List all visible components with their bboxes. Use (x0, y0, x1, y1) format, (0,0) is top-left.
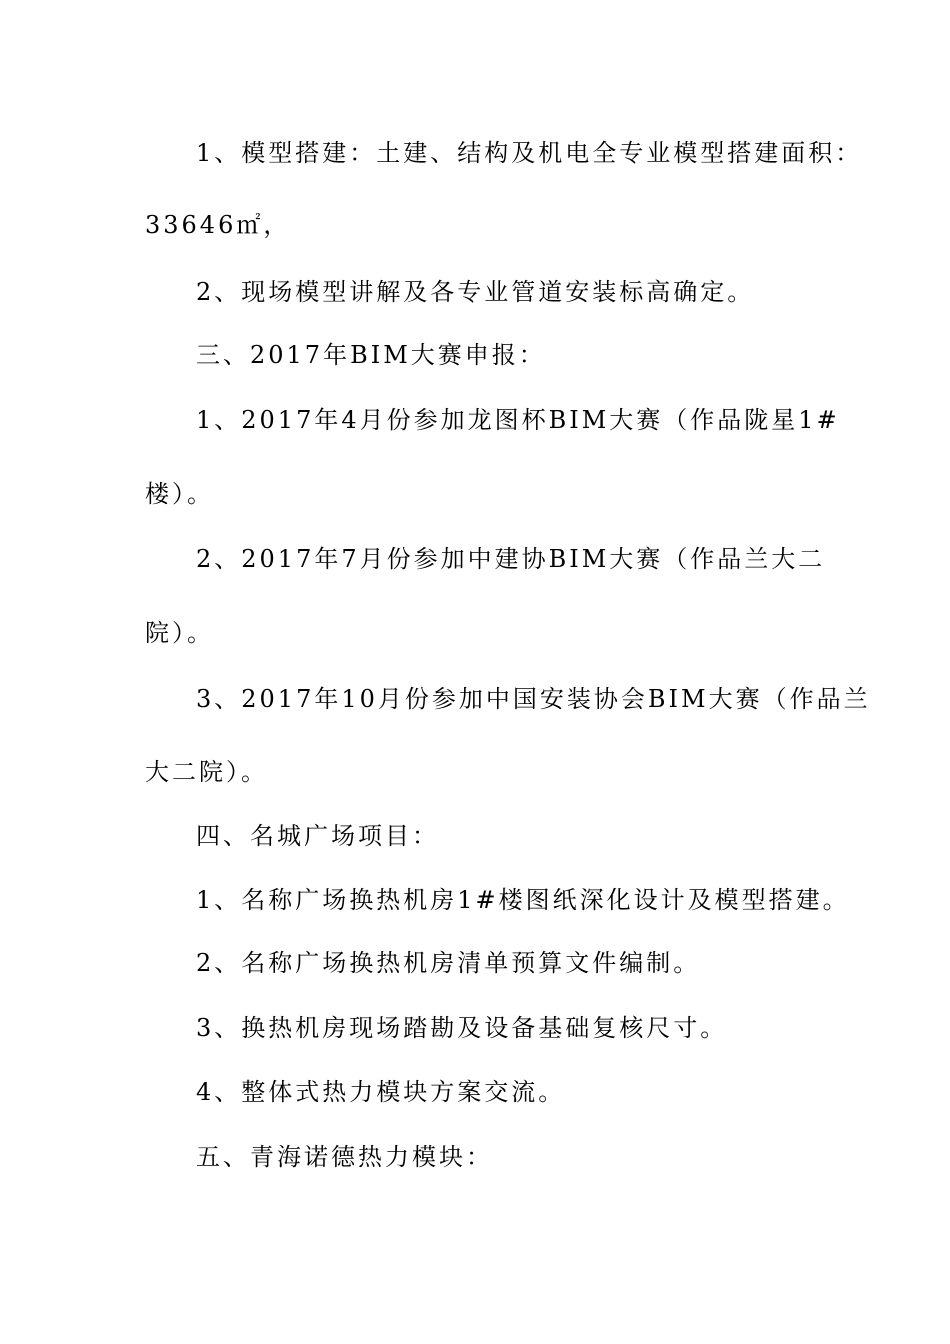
paragraph-line: 1、2017年4月份参加龙图杯BIM大赛（作品陇星1# (196, 406, 840, 434)
paragraph-line: 1、模型搭建：土建、结构及机电全专业模型搭建面积： (196, 139, 863, 167)
paragraph-line: 1、名称广场换热机房1#楼图纸深化设计及模型搭建。 (196, 886, 850, 914)
paragraph-line: 2、名称广场换热机房清单预算文件编制。 (196, 949, 701, 977)
paragraph-line: 楼）。 (145, 480, 214, 508)
paragraph-line: 33646㎡， (145, 211, 291, 239)
paragraph-line: 2、2017年7月份参加中建协BIM大赛（作品兰大二 (196, 545, 826, 573)
paragraph-line: 3、2017年10月份参加中国安装协会BIM大赛（作品兰 (196, 685, 871, 713)
section-heading: 五、青海诺德热力模块： (196, 1143, 493, 1171)
section-heading: 四、名城广场项目： (196, 822, 439, 850)
paragraph-line: 院）。 (145, 619, 214, 647)
paragraph-line: 4、整体式热力模块方案交流。 (196, 1078, 566, 1106)
section-heading: 三、2017年BIM大赛申报： (196, 341, 546, 369)
paragraph-line: 3、换热机房现场踏勘及设备基础复核尺寸。 (196, 1014, 728, 1042)
paragraph-line: 大二院）。 (145, 758, 268, 786)
paragraph-line: 2、现场模型讲解及各专业管道安装标高确定。 (196, 278, 755, 306)
